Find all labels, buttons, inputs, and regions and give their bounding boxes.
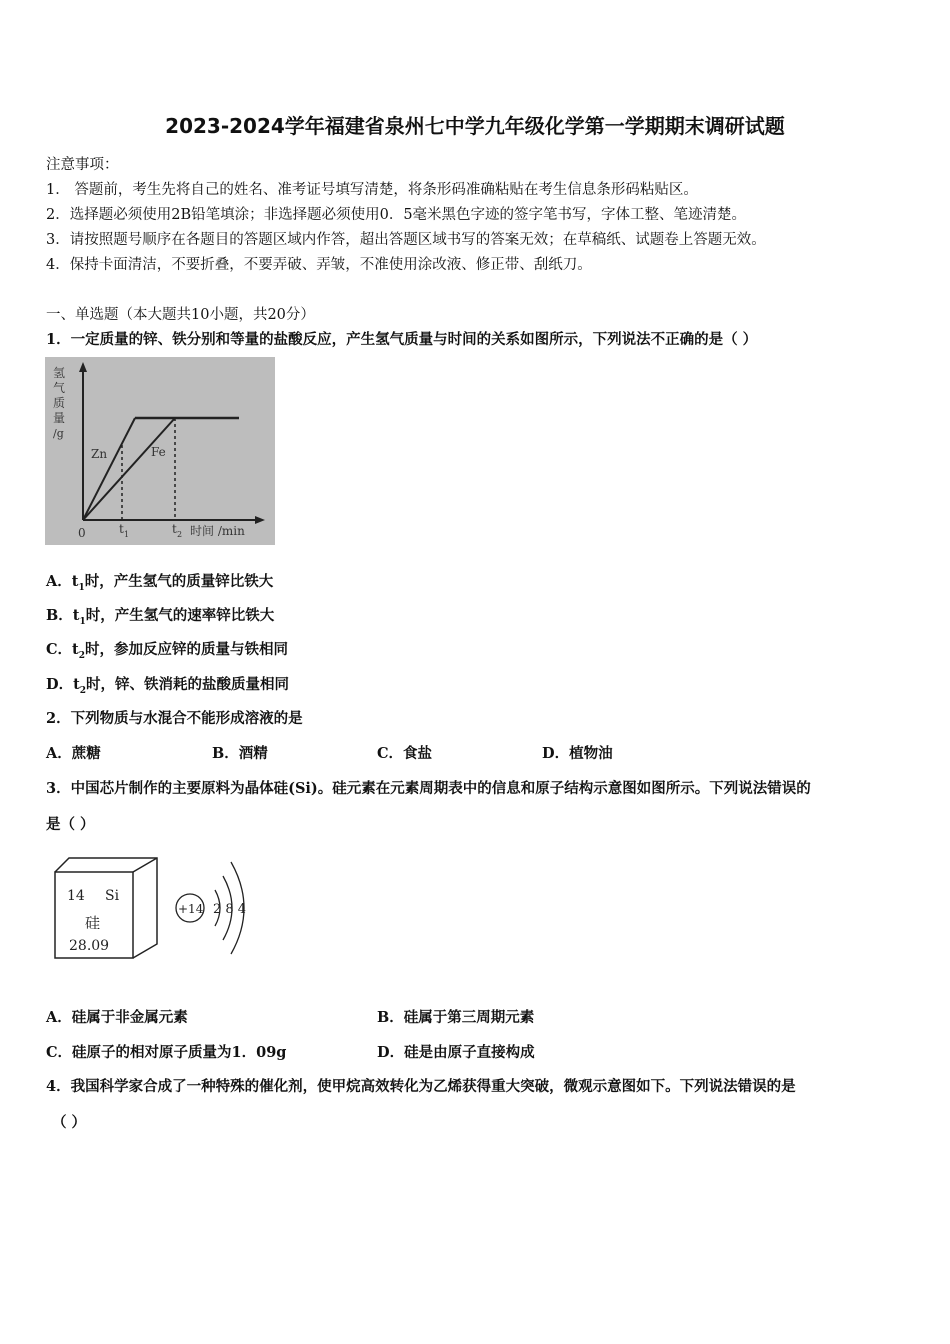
t1-subscript: 1: [124, 530, 130, 539]
atomic-number: 14: [67, 888, 85, 904]
nucleus-charge: +14: [178, 902, 204, 916]
q1-option-c-prefix: C．t: [46, 641, 79, 658]
hydrogen-mass-time-graph: [45, 357, 275, 545]
zn-curve: [83, 418, 135, 520]
q2-option-c: C．食盐: [377, 745, 433, 762]
question-4-answer-paren: （ ）: [52, 1114, 87, 1131]
q1-option-c-subscript: 2: [78, 650, 86, 661]
q1-option-a-text: 时，产生氢气的质量锌比铁大: [84, 573, 274, 590]
origin-label: 0: [78, 526, 86, 540]
y-label-char-1: 氢: [53, 366, 66, 380]
fe-curve: [83, 418, 175, 520]
question-4-stem: 4．我国科学家合成了一种特殊的催化剂，使甲烷高效转化为乙烯获得重大突破，微观示意图如下。下列说法错误的是: [46, 1078, 796, 1095]
q1-option-a-subscript: 1: [78, 582, 85, 593]
t2-subscript: 2: [177, 530, 183, 539]
q3-option-d: D．硅是由原子直接构成: [377, 1044, 535, 1061]
q1-option-a-prefix: A．t: [46, 573, 79, 590]
element-cell-edge: [133, 858, 157, 872]
section-heading: 一、单选题（本大题共10小题，共20分）: [46, 307, 315, 323]
silicon-element-figure: [45, 850, 260, 965]
question-2-stem: 2．下列物质与水混合不能形成溶液的是: [46, 710, 303, 727]
question-1-stem: 1．一定质量的锌、铁分别和等量的盐酸反应，产生氢气质量与时间的关系如图所示，下列说法不正确的是（ ）: [46, 331, 758, 348]
q1-option-b-text: 时，产生氢气的速率锌比铁大: [85, 607, 275, 624]
question-3-stem-line-1: 3．中国芯片制作的主要原料为晶体硅(Si)。硅元素在元素周期表中的信息和原子结构示意图如图所示。下列说法错误的: [46, 780, 811, 797]
q1-option-b-prefix: B．t: [46, 607, 80, 624]
notice-heading: 注意事项：: [46, 157, 119, 173]
t2-label: t: [172, 522, 177, 536]
q1-option-a: [46, 570, 273, 593]
q2-option-a: A．蔗糖: [46, 745, 101, 762]
q1-option-b: [46, 604, 274, 627]
y-label-char-3: 质: [53, 396, 66, 410]
notice-item-1: 1． 答题前，考生先将自己的姓名、准考证号填写清楚，将条形码准确粘贴在考生信息条形码粘贴区。: [46, 182, 698, 198]
q1-option-b-subscript: 1: [79, 616, 86, 627]
q3-option-a: A．硅属于非金属元素: [46, 1009, 188, 1026]
q2-option-b: B．酒精: [212, 745, 268, 762]
element-symbol: Si: [105, 888, 120, 904]
x-axis-arrow: [255, 516, 265, 524]
element-name: 硅: [85, 914, 101, 932]
fe-label: Fe: [151, 445, 166, 459]
q1-option-c-text: 时，参加反应锌的质量与铁相同: [85, 641, 289, 658]
y-label-unit: /g: [53, 427, 64, 440]
y-label-char-2: 气: [53, 381, 66, 395]
q3-option-c: C．硅原子的相对原子质量为1．09g: [46, 1044, 287, 1061]
q1-option-d-subscript: 2: [79, 685, 87, 696]
electron-counts: 2 8 4: [213, 902, 247, 917]
silicon-figure-svg: [45, 850, 260, 965]
q1-option-d-text: 时，锌、铁消耗的盐酸质量相同: [86, 676, 290, 693]
atomic-mass: 28.09: [69, 938, 110, 954]
q1-option-c: [46, 638, 288, 661]
q1-option-d-prefix: D．t: [46, 676, 80, 693]
y-axis-arrow: [79, 362, 87, 372]
graph-svg: [45, 357, 275, 545]
x-label: 时间 /min: [190, 524, 245, 538]
y-label-char-4: 量: [53, 411, 66, 425]
zn-label: Zn: [91, 447, 108, 461]
page-title: 2023-2024学年福建省泉州七中学九年级化学第一学期期末调研试题: [165, 114, 785, 138]
t1-label: t: [119, 522, 124, 536]
q2-option-d: D．植物油: [542, 745, 613, 762]
notice-item-4: 4．保持卡面清洁，不要折叠，不要弄破、弄皱，不准使用涂改液、修正带、刮纸刀。: [46, 257, 592, 273]
question-3-stem-line-2: 是（ ）: [46, 816, 95, 833]
notice-item-3: 3．请按照题号顺序在各题目的答题区域内作答，超出答题区域书写的答案无效；在草稿纸、试题卷上答题无效。: [46, 232, 766, 248]
q3-option-b: B．硅属于第三周期元素: [377, 1009, 535, 1026]
notice-item-2: 2．选择题必须使用2B铅笔填涂；非选择题必须使用0．5毫米黑色字迹的签字笔书写，字体工整、笔迹清楚。: [46, 207, 747, 223]
q1-option-d: [46, 673, 289, 696]
